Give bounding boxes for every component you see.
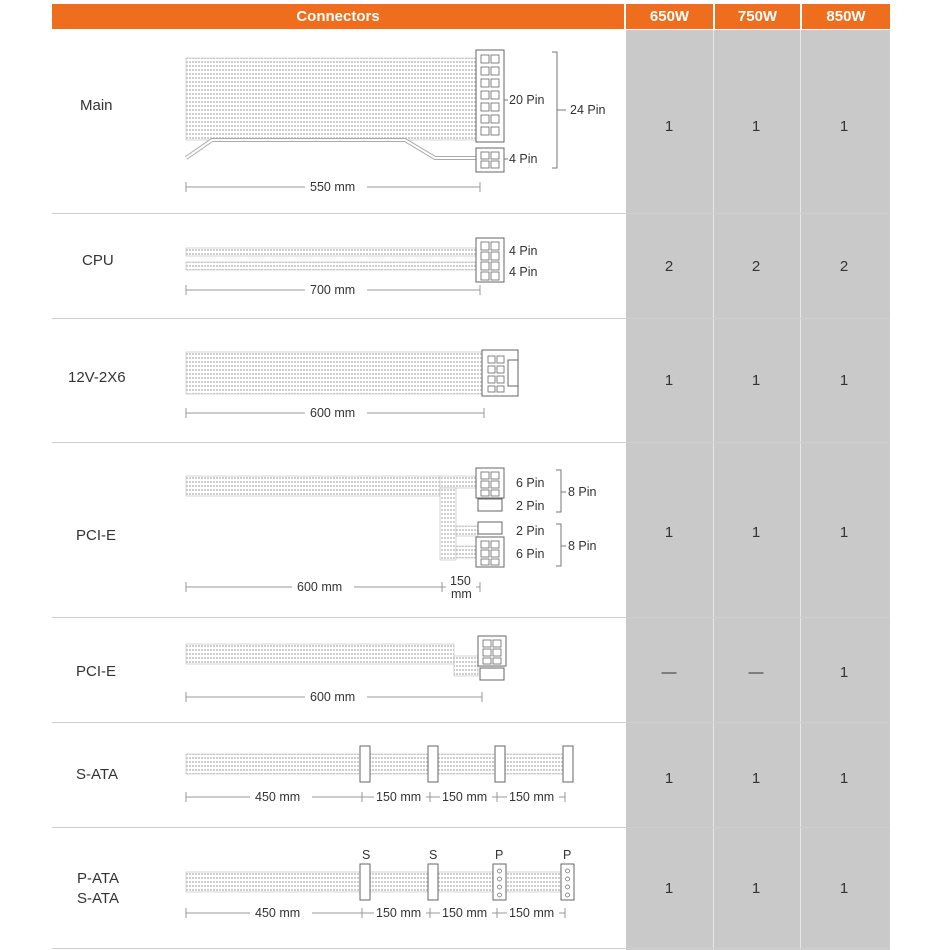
cpu-length: 700 mm xyxy=(310,283,356,297)
main-pin-20: 20 Pin xyxy=(509,93,545,107)
pata-marker-s1: S xyxy=(362,848,371,862)
header-850w: 850W xyxy=(802,4,890,29)
main-pin-4: 4 Pin xyxy=(509,152,538,166)
pcie2-cable-diagram xyxy=(186,636,506,705)
cpu-cable-diagram xyxy=(186,238,538,298)
value-pcie2-650w: — xyxy=(661,664,677,681)
header-connectors: Connectors xyxy=(52,4,624,29)
header-650w: 650W xyxy=(626,4,713,29)
pcie-length: 600 mm xyxy=(297,580,343,594)
pcie-pin-8b: 8 Pin xyxy=(568,539,597,553)
sata-length: 450 mm xyxy=(255,790,301,804)
pcie-pin-2b: 2 Pin xyxy=(516,524,545,538)
pata-marker-s2: S xyxy=(429,848,438,862)
value-sata-850w: 1 xyxy=(839,770,849,787)
row-label-cpu: CPU xyxy=(82,252,114,269)
row-label-sata: S-ATA xyxy=(76,766,118,783)
pcie-pin-8a: 8 Pin xyxy=(568,485,597,499)
value-12v-650w: 1 xyxy=(664,372,674,389)
pata-marker-p2: P xyxy=(563,848,572,862)
sata-seg1: 150 mm xyxy=(376,790,422,804)
row-label-pcie-2: PCI-E xyxy=(76,663,117,680)
cpu-pin-4a: 4 Pin xyxy=(509,244,538,258)
sata-seg2: 150 mm xyxy=(442,790,488,804)
pcie-pin-6a: 6 Pin xyxy=(516,476,545,490)
value-pata-750w: 1 xyxy=(751,880,761,897)
sata-seg3: 150 mm xyxy=(509,790,555,804)
value-main-650w: 1 xyxy=(664,118,674,135)
value-12v-850w: 1 xyxy=(839,372,849,389)
main-pin-24: 24 Pin xyxy=(570,103,606,117)
value-pcie-850w: 1 xyxy=(839,524,849,541)
pata-seg2: 150 mm xyxy=(442,906,488,920)
row-label-12v-2x6: 12V-2X6 xyxy=(68,369,126,386)
pcie-ext-unit: mm xyxy=(451,587,472,601)
pcie-ext-length: 150 xyxy=(450,574,471,588)
pata-sata-cable-diagram xyxy=(186,848,574,921)
12v-length: 600 mm xyxy=(310,406,356,420)
value-sata-650w: 1 xyxy=(664,770,674,787)
row-label-main: Main xyxy=(80,97,113,114)
value-pcie2-850w: 1 xyxy=(839,664,849,681)
row-label-pata: P-ATA xyxy=(77,870,119,887)
header-750w: 750W xyxy=(715,4,800,29)
value-cpu-850w: 2 xyxy=(839,258,849,275)
value-pcie-750w: 1 xyxy=(751,524,761,541)
pcie2-length: 600 mm xyxy=(310,690,356,704)
pcie-pin-6b: 6 Pin xyxy=(516,547,545,561)
pcie-cable-diagram xyxy=(186,468,597,602)
pata-seg1: 150 mm xyxy=(376,906,422,920)
pcie-pin-2a: 2 Pin xyxy=(516,499,545,513)
value-sata-750w: 1 xyxy=(751,770,761,787)
value-12v-750w: 1 xyxy=(751,372,761,389)
pata-seg3: 150 mm xyxy=(509,906,555,920)
row-label-pata-sata: S-ATA xyxy=(77,890,119,907)
main-cable-diagram xyxy=(186,50,605,195)
value-pcie2-750w: — xyxy=(748,664,764,681)
value-cpu-650w: 2 xyxy=(664,258,674,275)
pata-marker-p1: P xyxy=(495,848,504,862)
row-label-pcie: PCI-E xyxy=(76,527,117,544)
main-length: 550 mm xyxy=(310,180,356,194)
cpu-pin-4b: 4 Pin xyxy=(509,265,538,279)
value-main-850w: 1 xyxy=(839,118,849,135)
value-cpu-750w: 2 xyxy=(751,258,761,275)
value-pata-850w: 1 xyxy=(839,880,849,897)
value-pcie-650w: 1 xyxy=(664,524,674,541)
pata-length: 450 mm xyxy=(255,906,301,920)
sata-cable-diagram xyxy=(186,746,573,805)
value-pata-650w: 1 xyxy=(664,880,674,897)
value-main-750w: 1 xyxy=(751,118,761,135)
12v-2x6-cable-diagram xyxy=(186,350,518,421)
